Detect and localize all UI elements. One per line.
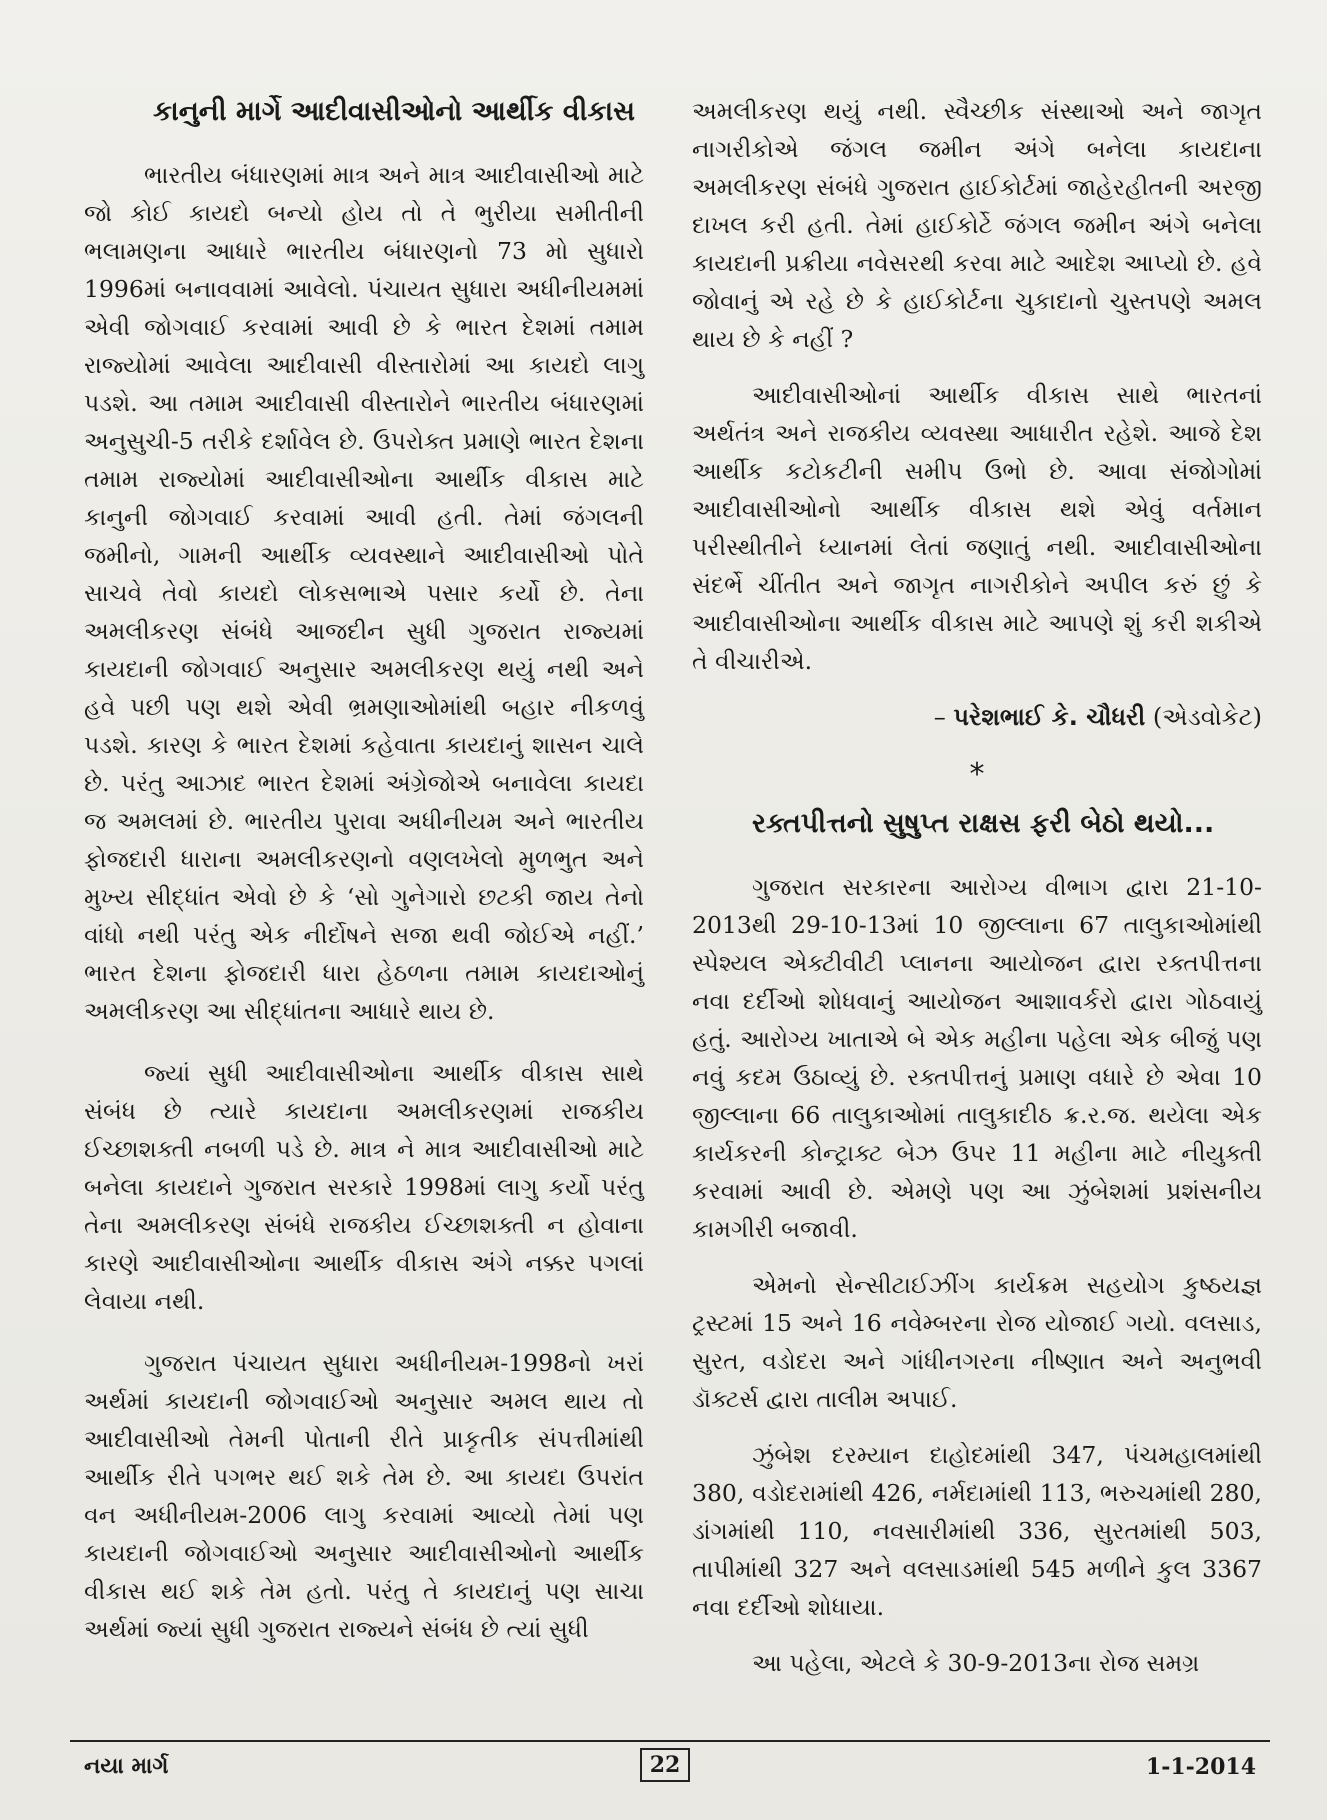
- article-title: કાનુની માર્ગે આદીવાસીઓનો આર્થીક વીકાસ: [153, 96, 635, 127]
- author-signature: [692, 698, 1262, 736]
- paragraph: આદીવાસીઓનાં આર્થીક વીકાસ સાથે ભારતનાં અર્થતંત્ર અને રાજકીય વ્યવસ્થા આધારીત રહેશે. આજે દેશ આર્થીક કટોકટીની સમીપ ઉભો છે. આવા સંજોગોમાં આદીવાસીઓનો આર્થીક વીકાસ થશે એવું વર્તમાન પરીસ્થીતીને ધ્યાનમાં લેતાં જણાતું નથી. આદીવાસીઓના સંદર્ભે ચીંતીત અને જાગૃત નાગરીકોને અપીલ કરું છું કે આદીવાસીઓના આર્થીક વીકાસ માટે આપણે શું કરી શકીએ તે વીચારીએ.: [692, 381, 1262, 675]
- issue-date: 1-1-2014: [1145, 1754, 1256, 1780]
- paragraph: ગુજરાત સરકારના આરોગ્ય વીભાગ દ્વારા 21-10-2013થી 29-10-13માં 10 જીલ્લાના 67 તાલુકાઓમાંથી સ્પેશ્યલ એક્ટીવીટી પ્લાનના આયોજન દ્વારા રક્તપીત્તના નવા દર્દીઓ શોધવાનું આયોજન આશાવર્કરો દ્વારા ગોઠવાયું હતું. આરોગ્ય ખાતાએ બે એક મહીના પહેલા એક બીજું પણ નવું કદમ ઉઠાવ્યું છે. રક્તપીત્તનું પ્રમાણ વધારે છે એવા 10 જીલ્લાના 66 તાલુકાઓમાં તાલુકાદીઠ ક્ર.ર.જ. થયેલા એક કાર્યકરની કોન્ટ્રાક્ટ બેઝ ઉપર 11 મહીના માટે નીયુક્તી કરવામાં આવી છે. એમણે પણ આ ઝુંબેશમાં પ્રશંસનીય કામગીરી બજાવી.: [692, 873, 1262, 1243]
- paragraph-continued: અમલીકરણ થયું નથી. સ્વૈચ્છીક સંસ્થાઓ અને જાગૃત નાગરીકોએ જંગલ જમીન અંગે બનેલા કાયદાના અમલીકરણ સંબંધે ગુજરાત હાઈકોર્ટમાં જાહેરહીતની અરજી દાખલ કરી હતી. તેમાં હાઈકોર્ટે જંગલ જમીન અંગે બનેલા કાયદાની પ્રક્રીયા નવેસરથી કરવા માટે આદેશ આપ્યો છે. હવે જોવાનું એ રહે છે કે હાઈકોર્ટના ચુકાદાનો ચુસ્તપણે અમલ થાય છે કે નહીં ?: [692, 97, 1262, 353]
- paragraph: ઝુંબેશ દરમ્યાન દાહોદમાંથી 347, પંચમહાલમાંથી 380, વડોદરામાંથી 426, નર્મદામાંથી 113, ભરુચમાંથી 280, ડાંગમાંથી 110, નવસારીમાંથી 336, સુરતમાંથી 503, તાપીમાંથી 327 અને વલસાડમાંથી 545 મળીને કુલ 3367 નવા દર્દીઓ શોધાયા.: [692, 1441, 1262, 1621]
- page-footer: [70, 1748, 1270, 1788]
- section-separator: *: [969, 757, 985, 792]
- left-column: [84, 92, 644, 1672]
- page-number: 22: [640, 1748, 690, 1782]
- article-title-2: રક્તપીત્તનો સુષુપ્ત રાક્ષસ ફરી બેઠો થયો...: [752, 808, 1215, 839]
- paragraph: જ્યાં સુધી આદીવાસીઓના આર્થીક વીકાસ સાથે સંબંધ છે ત્યારે કાયદાના અમલીકરણમાં રાજકીય ઈચ્છાશક્તી નબળી પડે છે. માત્ર ને માત્ર આદીવાસીઓ માટે બનેલા કાયદાને ગુજરાત સરકારે 1998માં લાગુ કર્યો પરંતુ તેના અમલીકરણ સંબંધે રાજકીય ઈચ્છાશક્તી ન હોવાના કારણે આદીવાસીઓના આર્થીક વીકાસ અંગે નક્કર પગલાં લેવાયા નથી.: [84, 1059, 644, 1315]
- paragraph: આ પહેલા, એટલે કે 30-9-2013ના રોજ સમગ્ર: [752, 1649, 1200, 1677]
- signature-dash: –: [933, 703, 954, 731]
- paragraph: ભારતીય બંધારણમાં માત્ર અને માત્ર આદીવાસીઓ માટે જો કોઈ કાયદો બન્યો હોય તો તે ભુરીયા સમીતીની ભલામણના આધારે ભારતીય બંધારણનો 73 મો સુધારો 1996માં બનાવવામાં આવેલો. પંચાયત સુધારા અધીનીયમમાં એવી જોગવાઈ કરવામાં આવી છે કે ભારત દેશમાં તમામ રાજ્યોમાં આવેલા આદીવાસી વીસ્તારોમાં આ કાયદો લાગુ પડશે. આ તમામ આદીવાસી વીસ્તારોને ભારતીય બંધારણમાં અનુસુચી-5 તરીકે દર્શાવેલ છે. ઉપરોક્ત પ્રમાણે ભારત દેશના તમામ રાજ્યોમાં આદીવાસીઓના આર્થીક વીકાસ માટે કાનુની જોગવાઈ કરવામાં આવી હતી. તેમાં જંગલની જમીનો, ગામની આર્થીક વ્યવસ્થાને આદીવાસીઓ પોતે સાચવે તેવો કાયદો લોકસભાએ પસાર કર્યો છે. તેના અમલીકરણ સંબંધે આજદીન સુધી ગુજરાત રાજ્યમાં કાયદાની જોગવાઈ અનુસાર અમલીકરણ થયું નથી અને હવે પછી પણ થશે એવી ભ્રમણાઓમાંથી બહાર નીકળવું પડશે. કારણ કે ભારત દેશમાં કહેવાતા કાયદાનું શાસન ચાલે છે. પરંતુ આઝાદ ભારત દેશમાં અંગ્રેજોએ બનાવેલા કાયદા જ અમલમાં છે. ભારતીય પુરાવા અધીનીયમ અને ભારતીય ફોજદારી ધારાના અમલીકરણનો વણલખેલો મુળભુત અને મુખ્ય સીદ્ધાંત એવો છે કે ‘સો ગુનેગારો છટકી જાય તેનો વાંધો નથી પરંતુ એક નીર્દોષને સજા થવી જોઈએ નહીં.’ ભારત દેશના ફોજદારી ધારા હેઠળના તમામ કાયદાઓનું અમલીકરણ આ સીદ્ધાંતના આધારે થાય છે.: [84, 161, 644, 1025]
- right-column: [692, 92, 1262, 1700]
- paragraph: ગુજરાત પંચાયત સુધારા અધીનીયમ-1998નો ખરાં અર્થમાં કાયદાની જોગવાઈઓ અનુસાર અમલ થાય તો આદીવાસીઓ તેમની પોતાની રીતે પ્રાકૃતીક સંપત્તીમાંથી આર્થીક રીતે પગભર થઈ શકે તેમ છે. આ કાયદા ઉપરાંત વન અધીનીયમ-2006 લાગુ કરવામાં આવ્યો તેમાં પણ કાયદાની જોગવાઈઓ અનુસાર આદીવાસીઓનો આર્થીક વીકાસ થઈ શકે તેમ હતો. પરંતુ તે કાયદાનું પણ સાચા અર્થમાં જ્યાં સુધી ગુજરાત રાજ્યને સંબંધ છે ત્યાં સુધી: [84, 1349, 644, 1643]
- author-role: (એડવોકેટ): [1145, 703, 1262, 731]
- paragraph: એમનો સેન્સીટાઈઝીંગ કાર્યક્રમ સહયોગ કુષ્ઠયજ્ઞ ટ્રસ્ટમાં 15 અને 16 નવેમ્બરના રોજ યોજાઈ ગયો. વલસાડ, સુરત, વડોદરા અને ગાંધીનગરના નીષ્ણાત અને અનુભવી ડૉક્ટર્સ દ્વારા તાલીમ અપાઈ.: [692, 1271, 1262, 1413]
- magazine-name: નયા માર્ગ: [84, 1754, 169, 1779]
- footer-divider: [70, 1740, 1270, 1742]
- author-name: પરેશભાઈ કે. ચૌધરી: [953, 703, 1146, 731]
